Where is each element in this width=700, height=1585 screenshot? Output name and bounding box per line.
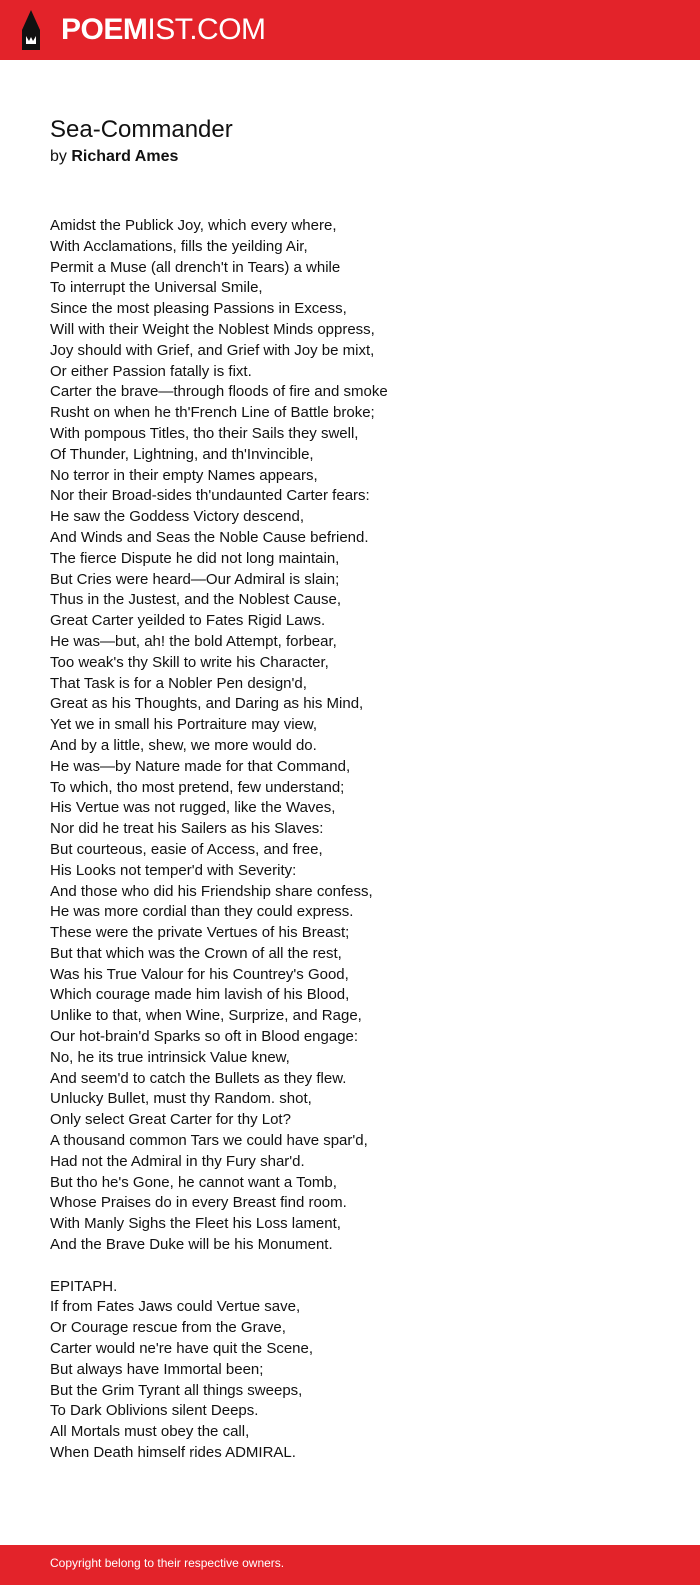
poem-line: His Looks not temper'd with Severity: (50, 861, 297, 879)
poem-line: Of Thunder, Lightning, and th'Invincible, (50, 445, 314, 463)
poem-line: But the Grim Tyrant all things sweeps, (50, 1381, 303, 1399)
poem-line: If from Fates Jaws could Vertue save, (50, 1298, 301, 1316)
poem-line: Only select Great Carter for thy Lot? (50, 1111, 291, 1129)
poem-line: To Dark Oblivions silent Deeps. (50, 1402, 259, 1420)
stanza-break (50, 1256, 670, 1277)
poem-line: And by a little, shew, we more would do. (50, 736, 317, 754)
poem-line: All Mortals must obey the call, (50, 1423, 250, 1441)
poem-title: Sea-Commander (50, 116, 233, 143)
poem-line: But Cries were heard—Our Admiral is slain; (50, 570, 340, 588)
poem-line: Thus in the Justest, and the Noblest Cause, (50, 591, 341, 609)
poem-line: Permit a Muse (all drench't in Tears) a while (50, 258, 341, 276)
poem-line: EPITAPH. (50, 1277, 118, 1295)
poem-line: Great Carter yeilded to Fates Rigid Laws. (50, 612, 326, 630)
poem-line: Amidst the Publick Joy, which every where, (50, 217, 337, 234)
poem-line: Will with their Weight the Noblest Minds oppress, (50, 320, 375, 338)
poem-line: But that which was the Crown of all the rest, (50, 944, 342, 962)
by-label: by (50, 148, 67, 165)
site-footer (0, 1545, 700, 1585)
poem-line: But always have Immortal been; (50, 1360, 264, 1378)
poem-line: No, he its true intrinsick Value knew, (50, 1048, 290, 1066)
site-logo-text (61, 8, 266, 52)
poem-line: Carter the brave—through floods of fire and smoke (50, 383, 388, 401)
poem-line: With pompous Titles, tho their Sails they swell, (50, 424, 359, 442)
site-logo-link[interactable] (18, 8, 266, 52)
poem-line: Was his True Valour for his Countrey's Good, (50, 965, 349, 983)
poem-line: These were the private Vertues of his Breast; (50, 924, 350, 942)
poem-line: Unlike to that, when Wine, Surprize, and Rage, (50, 1007, 362, 1025)
poem-line: The fierce Dispute he did not long maintain, (50, 549, 340, 567)
poem-line: With Acclamations, fills the yeilding Air, (50, 237, 308, 255)
poem-line: Had not the Admiral in thy Fury shar'd. (50, 1152, 305, 1170)
copyright-notice: Copyright belong to their respective owners. (50, 1556, 285, 1570)
poem-line: He saw the Goddess Victory descend, (50, 508, 305, 526)
logo-brand-light: IST.COM (147, 13, 266, 46)
poem-line: His Vertue was not rugged, like the Waves, (50, 799, 336, 817)
poem-line: And Winds and Seas the Noble Cause befriend. (50, 528, 369, 546)
poem-line: Nor their Broad-sides th'undaunted Carter fears: (50, 487, 370, 505)
poem-line: Nor did he treat his Sailers as his Slaves: (50, 820, 324, 838)
poem-line: Yet we in small his Portraiture may view, (50, 716, 318, 734)
poem-line: Too weak's thy Skill to write his Character, (50, 653, 329, 671)
poem-line: And the Brave Duke will be his Monument. (50, 1236, 333, 1254)
poem-line: He was—by Nature made for that Command, (50, 757, 351, 775)
poem-line: Which courage made him lavish of his Blood, (50, 986, 350, 1004)
poem-line: Our hot-brain'd Sparks so oft in Blood engage: (50, 1028, 359, 1046)
poem-line: To which, tho most pretend, few understand; (50, 778, 345, 796)
poem-line: Since the most pleasing Passions in Excess, (50, 300, 347, 318)
poem-line: That Task is for a Nobler Pen design'd, (50, 674, 307, 692)
poem-line: He was more cordial than they could express. (50, 903, 354, 921)
poem-line: He was—but, ah! the bold Attempt, forbear, (50, 632, 337, 650)
poem-line: Joy should with Grief, and Grief with Joy be mixt, (50, 341, 375, 359)
poem-line: And seem'd to catch the Bullets as they flew. (50, 1069, 347, 1087)
poem-line: A thousand common Tars we could have spar'd, (50, 1132, 368, 1150)
poem-line: To interrupt the Universal Smile, (50, 279, 263, 297)
poem-line: And those who did his Friendship share confess, (50, 882, 373, 900)
poem-line: Whose Praises do in every Breast find room. (50, 1194, 347, 1212)
poem-line: Rusht on when he th'French Line of Battle broke; (50, 404, 375, 422)
poem-line: Or either Passion fatally is fixt. (50, 362, 252, 380)
poem-body (50, 216, 670, 1464)
poem-line: Carter would ne're have quit the Scene, (50, 1340, 314, 1358)
site-header (0, 0, 700, 60)
poem-byline (50, 147, 178, 167)
pencil-logo-icon (18, 8, 44, 52)
poem-author: Richard Ames (71, 148, 179, 165)
poem-line: No terror in their empty Names appears, (50, 466, 318, 484)
poem-line: But tho he's Gone, he cannot want a Tomb, (50, 1173, 337, 1191)
logo-brand-bold: POEM (61, 13, 148, 46)
poem-line: But courteous, easie of Access, and free, (50, 840, 323, 858)
poem-line: Or Courage rescue from the Grave, (50, 1319, 286, 1337)
poem-line: When Death himself rides ADMIRAL. (50, 1444, 296, 1462)
poem-line: Unlucky Bullet, must thy Random. shot, (50, 1090, 312, 1108)
poem-line: Great as his Thoughts, and Daring as his Mind, (50, 695, 364, 713)
poem-line: With Manly Sighs the Fleet his Loss lament, (50, 1215, 341, 1233)
